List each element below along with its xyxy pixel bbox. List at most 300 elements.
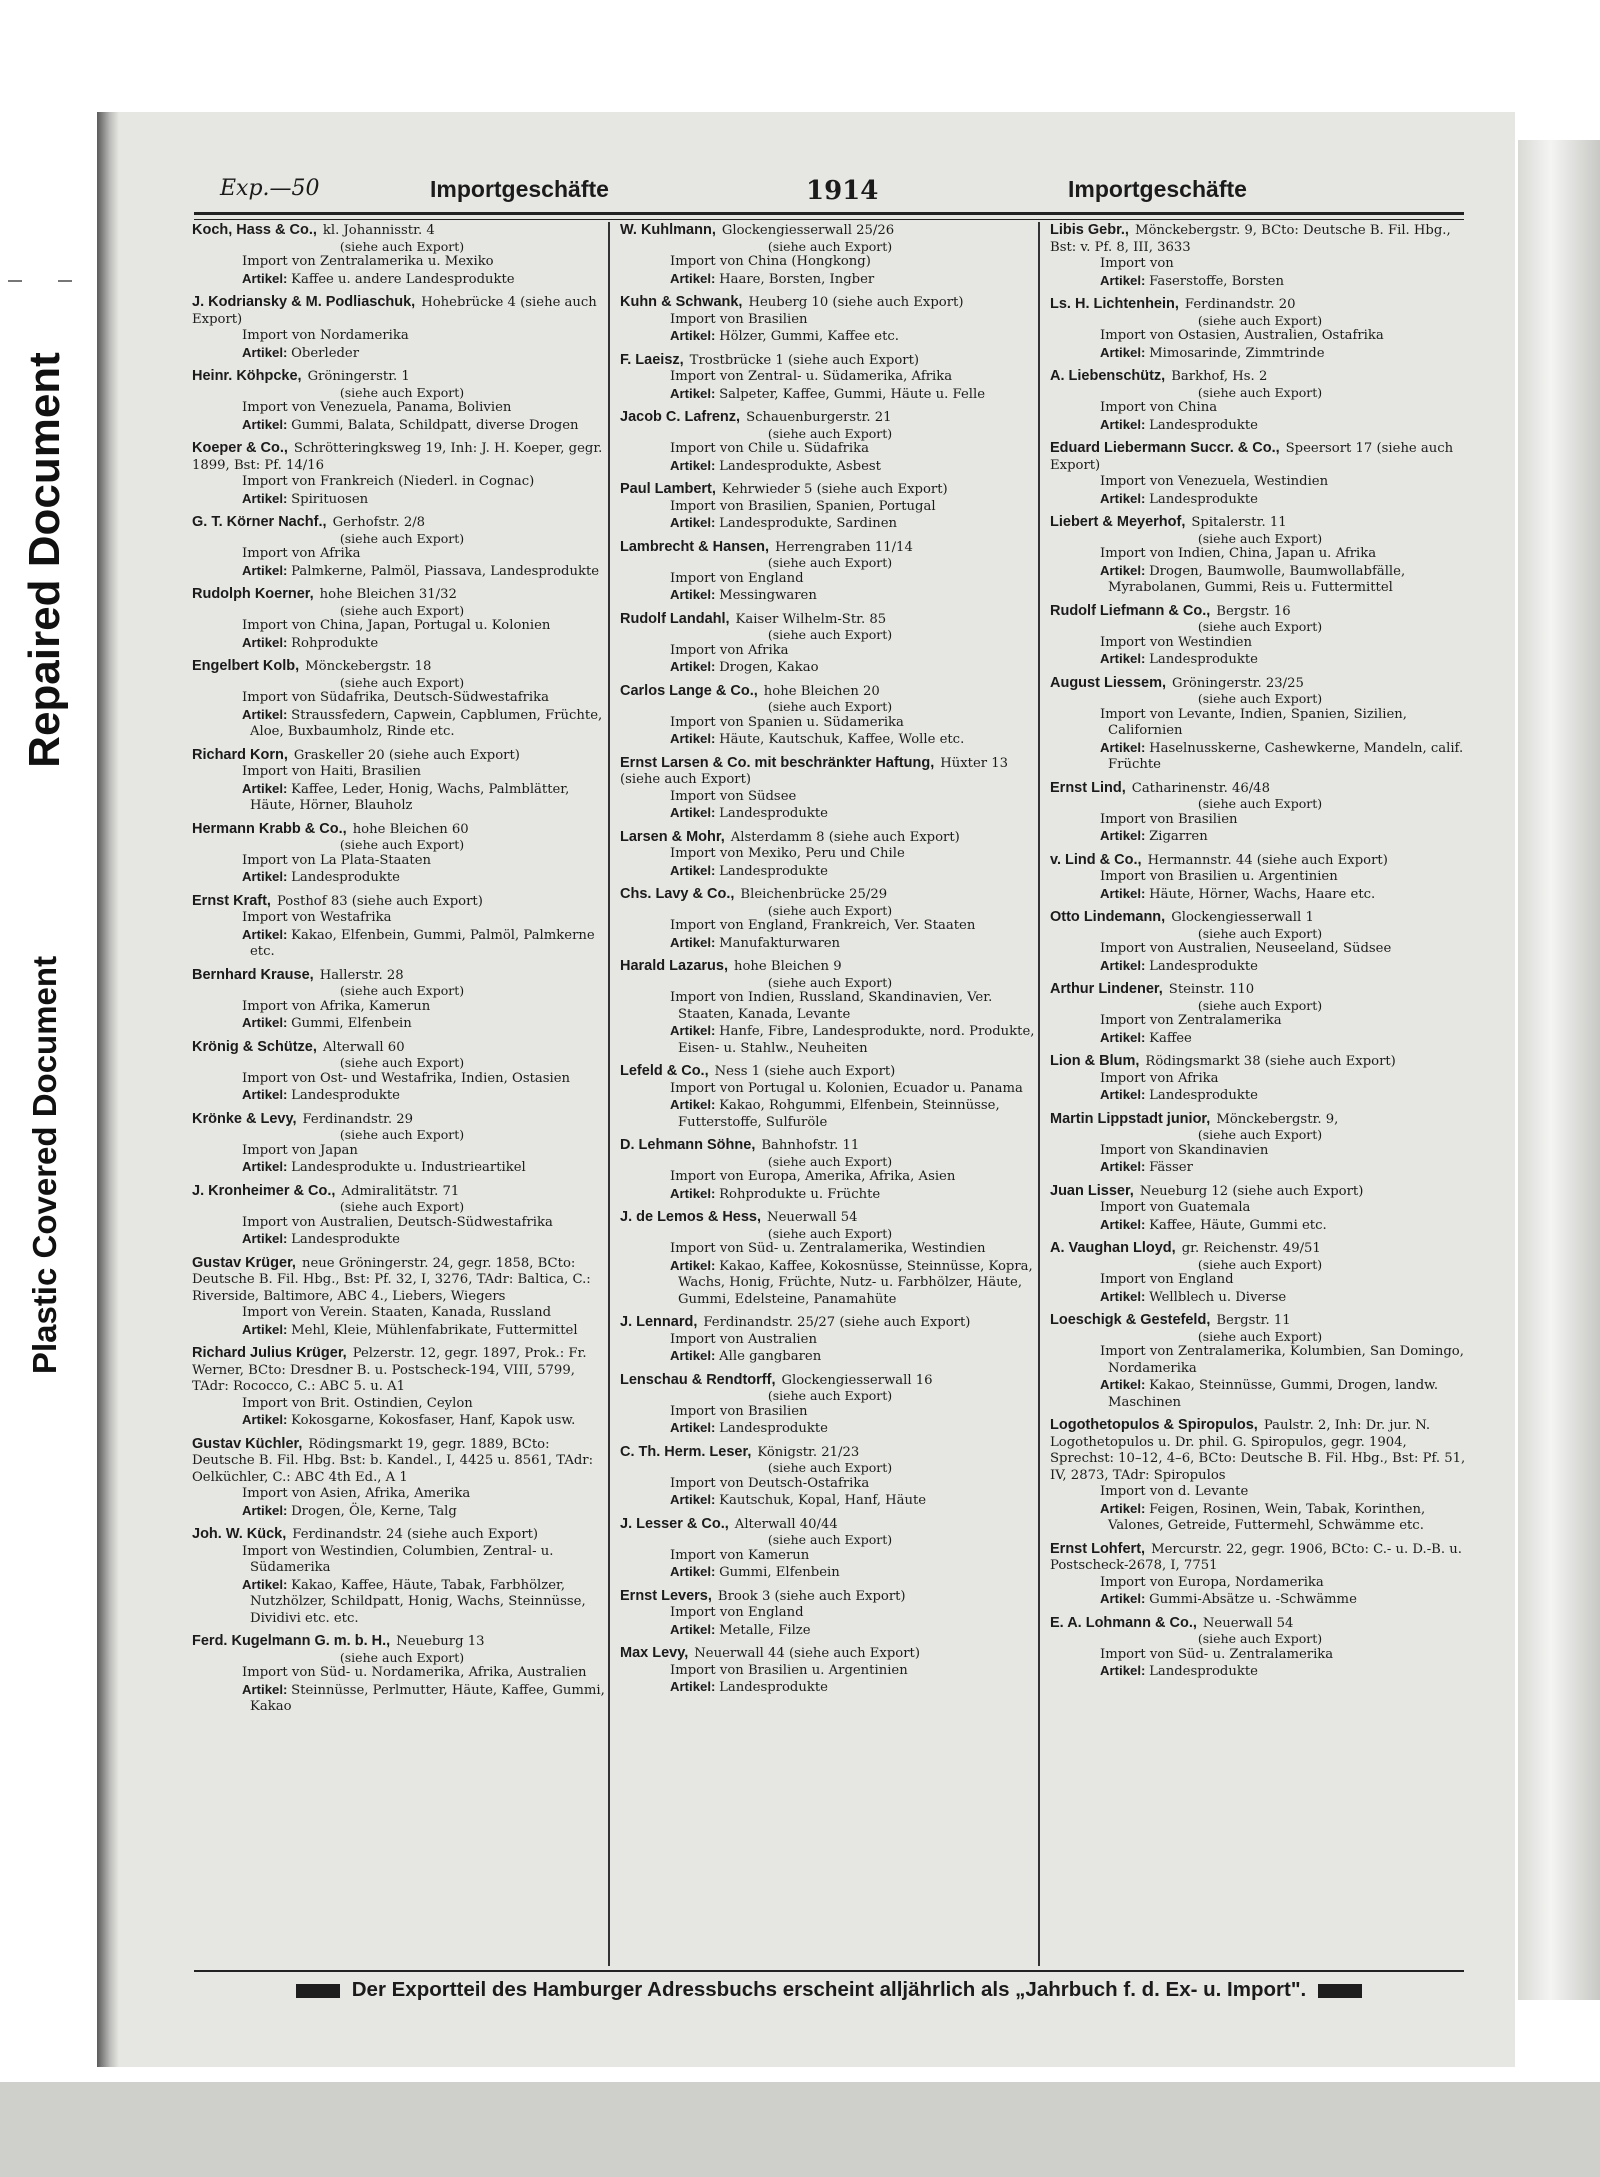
- import-line: Import von England: [670, 1605, 804, 1620]
- import-line: Import von Brasilien u. Argentinien: [1100, 869, 1338, 884]
- artikel-value: Kakao, Elfenbein, Gummi, Palmöl, Palmkerne etc.: [250, 927, 595, 959]
- artikel-value: Landesprodukte: [719, 806, 828, 821]
- artikel-label: Artikel:: [242, 634, 292, 650]
- company-name: Larsen & Mohr,: [620, 828, 725, 845]
- company-address: Graskeller 20 (siehe auch Export): [293, 747, 520, 763]
- artikel-value: Metalle, Filze: [719, 1622, 811, 1638]
- import-line: Import von England: [1100, 1272, 1234, 1287]
- see-also-note: (siehe auch Export): [1197, 1256, 1323, 1272]
- directory-entry: [1050, 1053, 1470, 1105]
- entry-heading: [192, 658, 612, 676]
- artikel-line: [620, 271, 1040, 289]
- see-also-note: (siehe auch Export): [767, 1153, 893, 1169]
- artikel-line: [1050, 740, 1470, 774]
- entry-heading: [192, 821, 612, 839]
- directory-entry: [1050, 222, 1470, 290]
- plastic-covered-document-label: Plastic Covered Document: [26, 955, 63, 1375]
- directory-entry: [620, 1645, 1040, 1697]
- artikel-label: Artikel:: [1100, 1288, 1150, 1304]
- artikel-label: Artikel:: [242, 1159, 292, 1174]
- artikel-line: [620, 587, 1040, 605]
- entry-heading: [192, 1345, 612, 1396]
- company-address: Kaiser Wilhelm-Str. 85: [735, 611, 887, 627]
- entry-heading: [1050, 1541, 1470, 1575]
- company-name: Hermann Krabb & Co.,: [192, 820, 347, 837]
- artikel-label: Artikel:: [242, 706, 292, 722]
- artikel-label: Artikel:: [242, 926, 292, 942]
- artikel-label: Artikel:: [1100, 957, 1150, 973]
- company-name: J. Kronheimer & Co.,: [192, 1182, 336, 1199]
- artikel-label: Artikel:: [1100, 1500, 1150, 1516]
- import-line: Import von Süd- u. Zentralamerika, Westindien: [670, 1241, 986, 1256]
- import-line: Import von Zentral- u. Südamerika, Afrika: [670, 369, 953, 384]
- company-address: Bleichenbrücke 25/29: [740, 887, 888, 902]
- company-address: Mönckebergstr. 9,: [1216, 1111, 1339, 1127]
- artikel-value: Hanfe, Fibre, Landesprodukte, nord. Produkte, Eisen- u. Stahlw., Neuheiten: [678, 1024, 1035, 1056]
- see-also-note: (siehe auch Export): [339, 384, 465, 400]
- see-also-note: (siehe auch Export): [339, 983, 465, 998]
- directory-column-1: [192, 222, 612, 1966]
- year-title: 1914: [806, 176, 879, 206]
- artikel-line: [620, 1420, 1040, 1438]
- import-line: Import von Brasilien u. Argentinien: [670, 1662, 908, 1678]
- artikel-label: Artikel:: [242, 1412, 292, 1427]
- entry-heading: [1050, 1053, 1470, 1071]
- directory-entry: [620, 352, 1040, 404]
- entry-heading: [620, 886, 1040, 904]
- artikel-label: Artikel:: [670, 659, 720, 674]
- see-also-note: (siehe auch Export): [1197, 384, 1323, 400]
- entry-heading: [192, 1526, 612, 1544]
- company-address: Alsterdamm 8 (siehe auch Export): [730, 829, 960, 845]
- company-name: Joh. W. Kück,: [192, 1526, 287, 1542]
- header-rule: [194, 212, 1464, 220]
- directory-entry: [1050, 368, 1470, 434]
- artikel-label: Artikel:: [242, 270, 292, 286]
- artikel-label: Artikel:: [1100, 885, 1150, 901]
- artikel-line: [1050, 651, 1470, 669]
- entry-heading: [620, 829, 1040, 847]
- company-address: Königstr. 21/23: [757, 1444, 860, 1460]
- artikel-label: Artikel:: [1100, 651, 1150, 666]
- company-name: Paul Lambert,: [620, 481, 716, 497]
- import-line: Import von Europa, Amerika, Afrika, Asien: [670, 1169, 956, 1184]
- artikel-line: [1050, 828, 1470, 846]
- artikel-value: Kaffee u. andere Landesprodukte: [291, 271, 515, 287]
- entry-heading: [620, 539, 1040, 557]
- artikel-label: Artikel:: [670, 731, 720, 746]
- directory-entry: [192, 1345, 612, 1430]
- import-line: Import von Westindien: [1100, 634, 1252, 650]
- artikel-line: [1050, 1159, 1470, 1177]
- artikel-line: [1050, 417, 1470, 435]
- artikel-value: Rohprodukte: [291, 635, 379, 651]
- see-also-note: (siehe auch Export): [339, 1199, 465, 1214]
- see-also-note: (siehe auch Export): [767, 1225, 893, 1241]
- entry-heading: [620, 222, 1040, 240]
- column-divider: [608, 222, 610, 1966]
- company-name: J. de Lemos & Hess,: [620, 1209, 762, 1225]
- artikel-value: Landesprodukte, Sardinen: [719, 516, 897, 531]
- artikel-value: Kakao, Kaffee, Kokosnüsse, Steinnüsse, Kopra, Wachs, Honig, Früchte, Nutz- u. Farbhölzer, Häute, Gummi, Edelsteine, Panamahüte: [678, 1258, 1033, 1307]
- company-name: v. Lind & Co.,: [1050, 851, 1142, 868]
- artikel-label: Artikel:: [1100, 1029, 1150, 1045]
- see-also-note: (siehe auch Export): [339, 1055, 465, 1070]
- artikel-line: [620, 1679, 1040, 1697]
- company-address: Glockengiesserwall 1: [1171, 910, 1314, 925]
- artikel-value: Landesprodukte: [1149, 1664, 1258, 1679]
- directory-entry: [620, 294, 1040, 346]
- section-title-right: Importgeschäfte: [1068, 176, 1247, 202]
- company-name: Krönke & Levy,: [192, 1110, 297, 1127]
- artikel-value: Faserstoffe, Borsten: [1149, 273, 1284, 289]
- entry-heading: [620, 1645, 1040, 1663]
- entry-heading: [192, 1183, 612, 1201]
- artikel-line: [192, 1322, 612, 1340]
- artikel-value: Feigen, Rosinen, Wein, Tabak, Korinthen, Valones, Getreide, Futtermehl, Schwämme etc.: [1108, 1501, 1426, 1533]
- company-address: Schauenburgerstr. 21: [746, 410, 892, 425]
- artikel-line: [192, 417, 612, 435]
- artikel-value: Landesprodukte: [1149, 491, 1258, 507]
- company-address: Schrötteringksweg 19, Inh: J. H. Koeper, gegr. 1899, Bst: Pf. 14/16: [192, 441, 603, 473]
- artikel-label: Artikel:: [670, 1097, 720, 1112]
- directory-entry: [1050, 603, 1470, 669]
- import-line: Import von Haiti, Brasilien: [242, 764, 422, 779]
- company-name: Ernst Levers,: [620, 1587, 712, 1604]
- directory-entry: [620, 1063, 1040, 1131]
- artikel-line: [192, 271, 612, 289]
- entry-heading: [1050, 603, 1470, 621]
- import-line: Import von Westafrika: [242, 910, 392, 925]
- see-also-note: (siehe auch Export): [767, 627, 893, 642]
- artikel-value: Drogen, Baumwolle, Baumwollabfälle, Myrabolanen, Gummi, Reis u. Futtermittel: [1108, 563, 1406, 595]
- directory-entry: [620, 1209, 1040, 1308]
- company-name: Ernst Lohfert,: [1050, 1540, 1146, 1557]
- artikel-label: Artikel:: [670, 1257, 720, 1273]
- entry-heading: [620, 409, 1040, 427]
- entry-heading: [620, 1372, 1040, 1390]
- directory-entry: [192, 821, 612, 887]
- company-address: Barkhof, Hs. 2: [1171, 369, 1268, 384]
- artikel-line: [620, 1097, 1040, 1131]
- directory-entry: [620, 755, 1040, 823]
- directory-entry: [1050, 440, 1470, 508]
- directory-entry: [1050, 1111, 1470, 1177]
- see-also-note: (siehe auch Export): [767, 1460, 893, 1475]
- company-address: Speersort 17 (siehe auch Export): [1050, 441, 1454, 473]
- directory-entry: [192, 586, 612, 652]
- artikel-value: Spirituosen: [291, 491, 369, 507]
- artikel-label: Artikel:: [670, 385, 720, 401]
- directory-entry: [1050, 1541, 1470, 1609]
- company-address: Bergstr. 11: [1216, 1313, 1291, 1328]
- import-line: Import von Zentralamerika: [1100, 1013, 1282, 1028]
- artikel-value: Oberleder: [291, 345, 360, 361]
- company-address: Bahnhofstr. 11: [761, 1138, 860, 1153]
- directory-entry: [620, 409, 1040, 475]
- import-line: Import von Mexiko, Peru und Chile: [670, 846, 905, 861]
- entry-heading: [620, 1588, 1040, 1606]
- directory-entry: [192, 1633, 612, 1716]
- company-address: Ferdinandstr. 20: [1184, 297, 1296, 312]
- artikel-line: [192, 1231, 612, 1249]
- artikel-value: Gummi, Elfenbein: [719, 1565, 840, 1580]
- artikel-line: [620, 805, 1040, 823]
- artikel-value: Rohprodukte u. Früchte: [719, 1186, 881, 1202]
- company-name: Bernhard Krause,: [192, 966, 314, 983]
- entry-heading: [620, 1063, 1040, 1081]
- artikel-line: [620, 328, 1040, 346]
- directory-entry: [1050, 1615, 1470, 1681]
- artikel-label: Artikel:: [1100, 1663, 1150, 1678]
- artikel-label: Artikel:: [670, 1679, 720, 1694]
- artikel-value: Landesprodukte: [1149, 652, 1258, 667]
- directory-entry: [192, 440, 612, 508]
- artikel-line: [1050, 1087, 1470, 1105]
- entry-heading: [192, 514, 612, 532]
- see-also-note: (siehe auch Export): [339, 602, 465, 618]
- artikel-value: Landesprodukte u. Industrieartikel: [291, 1160, 526, 1175]
- company-address: Glockengiesserwall 16: [781, 1372, 933, 1388]
- company-address: Rödingsmarkt 38 (siehe auch Export): [1145, 1054, 1396, 1069]
- artikel-label: Artikel:: [242, 1231, 292, 1246]
- artikel-line: [620, 935, 1040, 953]
- artikel-line: [192, 1087, 612, 1105]
- artikel-line: [1050, 563, 1470, 597]
- entry-heading: [192, 1633, 612, 1651]
- import-line: Import von Europa, Nordamerika: [1100, 1574, 1324, 1590]
- see-also-note: (siehe auch Export): [1197, 1631, 1323, 1646]
- artikel-line: [192, 491, 612, 509]
- import-line: Import von China: [1100, 400, 1218, 415]
- company-name: Krönig & Schütze,: [192, 1038, 317, 1055]
- page-binding-shadow: [97, 112, 119, 2067]
- company-address: neue Gröningerstr. 24, gegr. 1858, BCto: Deutsche B. Fil. Hbg., Bst: Pf. 32, I, 3276, TAdr: Baltica, C.: Riverside, Baltimore, ABC 4., Liebers, Wiegers: [192, 1255, 591, 1304]
- import-line: Import von Brasilien, Spanien, Portugal: [670, 498, 936, 514]
- directory-entry: [1050, 1183, 1470, 1235]
- artikel-line: [1050, 345, 1470, 363]
- artikel-value: Mimosarinde, Zimmtrinde: [1149, 345, 1325, 361]
- artikel-label: Artikel:: [670, 1621, 720, 1637]
- import-line: Import von Skandinavien: [1100, 1142, 1269, 1158]
- see-also-note: (siehe auch Export): [1197, 925, 1323, 941]
- company-name: Max Levy,: [620, 1645, 689, 1661]
- import-line: Import von Spanien u. Südamerika: [670, 714, 904, 730]
- artikel-line: [192, 635, 612, 653]
- artikel-value: Wellblech u. Diverse: [1149, 1289, 1287, 1305]
- entry-heading: [620, 481, 1040, 499]
- import-line: Import von: [1100, 256, 1174, 271]
- import-line: Import von Zentralamerika u. Mexiko: [242, 254, 494, 269]
- artikel-label: Artikel:: [670, 934, 720, 950]
- artikel-label: Artikel:: [670, 1492, 720, 1507]
- company-name: Chs. Lavy & Co.,: [620, 886, 735, 902]
- company-name: Lenschau & Rendtorff,: [620, 1371, 776, 1388]
- company-address: Glockengiesserwall 25/26: [721, 223, 895, 238]
- directory-entry: [192, 1436, 612, 1521]
- footer-rule: [194, 1970, 1464, 1972]
- entry-heading: [1050, 1615, 1470, 1633]
- import-line: Import von Südsee: [670, 788, 797, 804]
- company-address: Hohebrücke 4 (siehe auch Export): [192, 295, 597, 327]
- artikel-line: [192, 869, 612, 887]
- company-address: Ness 1 (siehe auch Export): [714, 1064, 896, 1079]
- entry-heading: [620, 1209, 1040, 1227]
- company-name: A. Liebenschütz,: [1050, 368, 1166, 384]
- import-line: Import von Ostasien, Australien, Ostafrika: [1100, 328, 1384, 343]
- directory-entry: [620, 539, 1040, 605]
- directory-entry: [192, 658, 612, 741]
- company-name: Ernst Kraft,: [192, 892, 271, 909]
- artikel-line: [620, 1186, 1040, 1204]
- company-address: Trostbrücke 1 (siehe auch Export): [689, 352, 920, 368]
- directory-entry: [620, 886, 1040, 952]
- artikel-line: [1050, 1501, 1470, 1535]
- company-address: hohe Bleichen 60: [352, 821, 469, 837]
- company-address: Catharinenstr. 46/48: [1131, 780, 1270, 796]
- entry-heading: [620, 294, 1040, 312]
- import-line: Import von Afrika: [670, 642, 789, 658]
- entry-heading: [1050, 1312, 1470, 1330]
- see-also-note: (siehe auch Export): [1197, 619, 1323, 634]
- artikel-label: Artikel:: [1100, 490, 1150, 506]
- directory-column-2: [620, 222, 1040, 1966]
- company-address: kl. Johannisstr. 4: [322, 223, 435, 238]
- entry-heading: [192, 222, 612, 240]
- artikel-line: [620, 863, 1040, 881]
- directory-entry: [192, 368, 612, 434]
- side-labels: [0, 0, 90, 2177]
- directory-entry: [620, 1372, 1040, 1438]
- artikel-value: Landesprodukte, Asbest: [719, 458, 881, 474]
- import-line: Import von Chile u. Südafrika: [670, 441, 869, 456]
- company-address: Admiralitätstr. 71: [341, 1183, 460, 1199]
- entry-heading: [1050, 1417, 1470, 1484]
- see-also-note: (siehe auch Export): [1197, 1127, 1323, 1142]
- artikel-line: [192, 563, 612, 581]
- artikel-line: [192, 1577, 612, 1628]
- artikel-line: [620, 1492, 1040, 1510]
- company-address: Bergstr. 16: [1216, 603, 1291, 619]
- tick-mark: [8, 280, 22, 282]
- artikel-line: [620, 458, 1040, 476]
- artikel-label: Artikel:: [242, 1015, 292, 1030]
- artikel-value: Häute, Hörner, Wachs, Haare etc.: [1149, 886, 1376, 902]
- artikel-line: [192, 345, 612, 363]
- pointing-hand-icon: [1318, 1984, 1362, 1998]
- artikel-label: Artikel:: [670, 587, 720, 602]
- artikel-value: Kakao, Kaffee, Häute, Tabak, Farbhölzer, Nutzhölzer, Schildpatt, Honig, Wachs, Steinnüsse, Dividivi etc. etc.: [250, 1577, 586, 1626]
- artikel-value: Gummi, Elfenbein: [291, 1016, 412, 1031]
- see-also-note: (siehe auch Export): [1197, 530, 1323, 546]
- company-name: D. Lehmann Söhne,: [620, 1137, 756, 1153]
- artikel-value: Mehl, Kleie, Mühlenfabrikate, Futtermittel: [291, 1322, 578, 1338]
- import-line: Import von Verein. Staaten, Kanada, Russland: [242, 1305, 552, 1320]
- company-address: Alterwall 60: [322, 1039, 405, 1055]
- artikel-line: [1050, 1217, 1470, 1235]
- entry-heading: [1050, 1240, 1470, 1258]
- artikel-value: Gummi, Balata, Schildpatt, diverse Drogen: [291, 417, 579, 433]
- import-line: Import von Süd- u. Zentralamerika: [1100, 1646, 1334, 1662]
- import-line: Import von Afrika: [242, 546, 361, 561]
- footer-text: Der Exportteil des Hamburger Adressbuchs erscheint alljährlich als „Jahrbuch f. d. Ex- u. Import".: [351, 1978, 1307, 2001]
- import-line: Import von Frankreich (Niederl. in Cognac): [242, 474, 535, 489]
- artikel-label: Artikel:: [242, 416, 292, 432]
- artikel-value: Haare, Borsten, Ingber: [719, 271, 875, 287]
- artikel-line: [620, 659, 1040, 677]
- footer-notice: [194, 1978, 1464, 2012]
- see-also-note: (siehe auch Export): [767, 974, 893, 990]
- company-name: A. Vaughan Lloyd,: [1050, 1240, 1176, 1256]
- artikel-label: Artikel:: [242, 1681, 292, 1697]
- artikel-label: Artikel:: [1100, 272, 1150, 288]
- company-address: Neueburg 13: [396, 1634, 485, 1649]
- company-name: F. Laeisz,: [620, 351, 684, 368]
- directory-entry: [192, 1183, 612, 1249]
- artikel-line: [1050, 958, 1470, 976]
- import-line: Import von Brasilien: [1100, 811, 1238, 827]
- see-also-note: (siehe auch Export): [1197, 691, 1323, 706]
- company-name: Libis Gebr.,: [1050, 222, 1129, 238]
- company-name: Engelbert Kolb,: [192, 658, 300, 674]
- directory-entry: [192, 893, 612, 961]
- company-name: C. Th. Herm. Leser,: [620, 1443, 752, 1460]
- company-name: E. A. Lohmann & Co.,: [1050, 1614, 1197, 1631]
- company-name: Ls. H. Lichtenhein,: [1050, 296, 1179, 312]
- directory-entry: [620, 1137, 1040, 1203]
- directory-entry: [192, 1255, 612, 1340]
- import-line: Import von Australien, Deutsch-Südwestafrika: [242, 1214, 553, 1230]
- company-name: Ernst Lind,: [1050, 779, 1126, 796]
- see-also-note: (siehe auch Export): [339, 837, 465, 852]
- artikel-line: [620, 1258, 1040, 1309]
- entry-heading: [1050, 909, 1470, 927]
- artikel-line: [620, 515, 1040, 533]
- artikel-line: [1050, 1591, 1470, 1609]
- entry-heading: [620, 1516, 1040, 1534]
- company-address: Hüxter 13 (siehe auch Export): [620, 755, 1009, 787]
- company-name: Jacob C. Lafrenz,: [620, 409, 741, 425]
- company-address: Heuberg 10 (siehe auch Export): [748, 295, 964, 310]
- entry-heading: [192, 893, 612, 911]
- artikel-label: Artikel:: [670, 1348, 720, 1363]
- directory-entry: [192, 294, 612, 362]
- artikel-line: [1050, 1377, 1470, 1411]
- artikel-value: Häute, Kautschuk, Kaffee, Wolle etc.: [719, 732, 965, 747]
- entry-heading: [192, 967, 612, 985]
- artikel-line: [620, 1023, 1040, 1057]
- company-name: Ferd. Kugelmann G. m. b. H.,: [192, 1633, 391, 1649]
- company-address: Steinstr. 110: [1168, 982, 1255, 997]
- company-address: Brook 3 (siehe auch Export): [717, 1588, 906, 1604]
- import-line: Import von Japan: [242, 1142, 358, 1158]
- import-line: Import von Afrika, Kamerun: [242, 998, 431, 1014]
- entry-heading: [1050, 222, 1470, 256]
- entry-heading: [620, 683, 1040, 701]
- directory-entry: [620, 958, 1040, 1057]
- artikel-value: Landesprodukte: [291, 1088, 400, 1103]
- company-name: Koch, Hass & Co.,: [192, 222, 317, 238]
- repaired-document-label: Repaired Document: [20, 352, 69, 768]
- artikel-value: Drogen, Öle, Kerne, Talg: [291, 1503, 457, 1519]
- artikel-value: Manufakturwaren: [719, 935, 841, 951]
- see-also-note: (siehe auch Export): [339, 530, 465, 546]
- company-address: Rödingsmarkt 19, gegr. 1889, BCto: Deutsche B. Fil. Hbg. Bst: b. Kandel., I, 4425 u. 8561, TAdr: Oelküchler, C.: ABC 4th Ed., A 1: [192, 1436, 594, 1485]
- artikel-label: Artikel:: [670, 862, 720, 878]
- see-also-note: (siehe auch Export): [339, 238, 465, 254]
- entry-heading: [1050, 514, 1470, 532]
- artikel-line: [620, 731, 1040, 749]
